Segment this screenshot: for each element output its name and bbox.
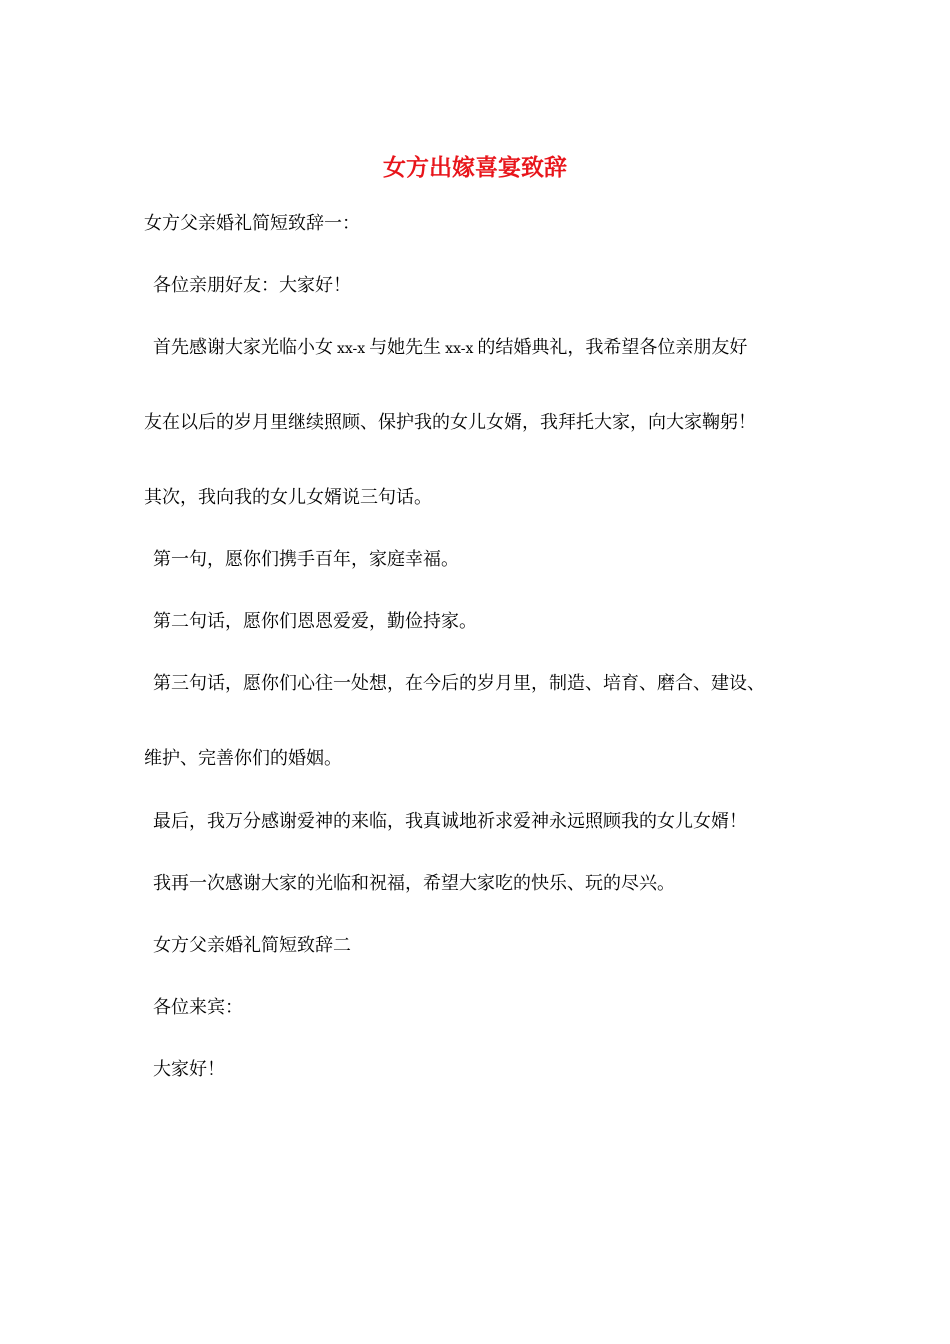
document-title: 女方出嫁喜宴致辞 [383, 154, 567, 181]
paragraph-thanks-again: 我再一次感谢大家的光临和祝福，希望大家吃的快乐、玩的尽兴。 [153, 873, 675, 894]
paragraph-second: 其次，我向我的女儿女婿说三句话。 [144, 487, 432, 508]
paragraph-heading-one: 女方父亲婚礼简短致辞一： [144, 213, 360, 234]
paragraph-finally: 最后，我万分感谢爱神的来临，我真诚地祈求爱神永远照顾我的女儿女婿！ [153, 811, 747, 832]
paragraph-hello: 大家好！ [153, 1059, 225, 1080]
paragraph-first-wish: 第一句，愿你们携手百年，家庭幸福。 [153, 549, 459, 570]
paragraph-thanks [153, 334, 747, 363]
paragraph-third-wish-continued: 维护、完善你们的婚姻。 [144, 748, 342, 769]
thanks-text-middle: 与她先生 [369, 337, 442, 358]
paragraph-greeting: 各位亲朋好友：大家好！ [153, 275, 351, 296]
bride-name-placeholder: xx-x [337, 341, 366, 357]
paragraph-second-wish: 第二句话，愿你们恩恩爱爱，勤俭持家。 [153, 611, 477, 632]
groom-name-placeholder: xx-x [445, 341, 474, 357]
thanks-text-start: 首先感谢大家光临小女 [153, 337, 333, 358]
paragraph-third-wish: 第三句话，愿你们心往一处想，在今后的岁月里，制造、培育、磨合、建设、 [153, 673, 765, 694]
paragraph-guests: 各位来宾： [153, 997, 243, 1018]
thanks-text-end: 的结婚典礼，我希望各位亲朋友好 [477, 337, 748, 358]
paragraph-thanks-continued: 友在以后的岁月里继续照顾、保护我的女儿女婿，我拜托大家，向大家鞠躬！ [144, 412, 756, 433]
paragraph-heading-two: 女方父亲婚礼简短致辞二 [153, 935, 351, 956]
